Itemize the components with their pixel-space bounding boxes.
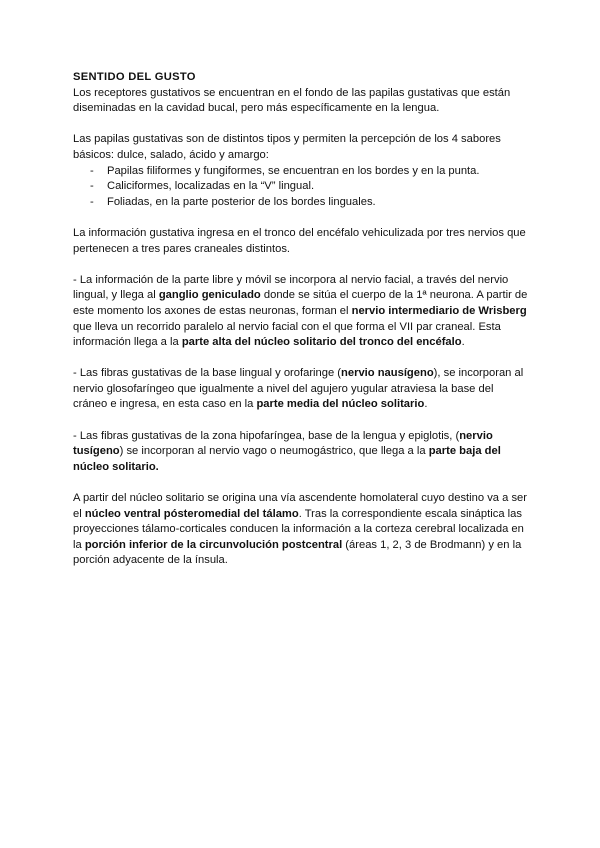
list-item: - Foliadas, en la parte posterior de los bordes linguales. (73, 195, 530, 211)
bold-term: parte baja del núcleo solitario. (73, 445, 501, 473)
papilas-list (73, 164, 530, 211)
paragraph-via-ascendente: A partir del núcleo solitario se origina una vía ascendente homolateral cuyo destino va a ser el núcleo ventral pósteromedial del tálamo. Tras la correspondiente escala sináptica las proyecciones tálamo-corticales conducen la información a la corteza cerebral localizada en la porción inferior de la circunvolución postcentral (áreas 1, 2, 3 de Brodmann) y en la porción adyacente de la ínsula. (73, 492, 527, 567)
paragraph-glosofaringeo: - Las fibras gustativas de la base lingual y orofaringe (nervio nausígeno), se incorporan al nervio glosofaríngeo que igualmente a nivel del agujero yugular atraviesa la base del cráneo e ingresa, en esta caso en la parte media del núcleo solitario. (73, 367, 524, 411)
list-marker: - (90, 180, 94, 193)
bold-term: nervio tusígeno (73, 429, 493, 458)
list-item: - Papilas filiformes y fungiformes, se encuentran en los bordes y en la punta. (73, 164, 530, 180)
list-marker: - (90, 195, 94, 208)
paragraph-receptores: Los receptores gustativos se encuentran en el fondo de las papilas gustativas que están diseminadas en la cavidad bucal, pero más específicamente en la lengua. (73, 86, 511, 115)
list-marker: - (90, 164, 94, 177)
bold-term: núcleo ventral pósteromedial del tálamo (84, 507, 299, 520)
bold-term: nervio nausígeno (341, 367, 434, 380)
spacer (73, 475, 530, 491)
spacer (73, 117, 530, 133)
spacer (73, 210, 530, 226)
paragraph-informacion: La información gustativa ingresa en el tronco del encéfalo vehiculizada por tres nervios que pertenecen a tres pares craneales distintos. (73, 226, 526, 255)
spacer (73, 413, 530, 429)
spacer (73, 351, 530, 367)
bold-term: nervio intermediario de Wrisberg (351, 304, 527, 317)
paragraph-vago: - Las fibras gustativas de la zona hipofaríngea, base de la lengua y epiglotis, (nervio tusígeno) se incorporan al nervio vago o neumogástrico, que llega a la parte baja del núcleo solitario. (73, 429, 501, 473)
list-item: - Caliciformes, localizadas en la “V” lingual. (73, 179, 530, 195)
document-title: SENTIDO DEL GUSTO (73, 71, 196, 83)
paragraph-nervio-facial: - La información de la parte libre y móvil se incorpora al nervio facial, a través del nervio lingual, y llega al ganglio geniculado donde se sitúa el cuerpo de la 1ª neurona. A partir de este momento los axones de estas neuronas, forman el nervio intermediario de Wrisberg que lleva un recorrido paralelo al nervio facial con el que forma el VII par craneal. Esta información llega a la parte alta del núcleo solitario del tronco del encéfalo. (73, 273, 528, 349)
paragraph-papilas: Las papilas gustativas son de distintos tipos y permiten la percepción de los 4 sabores básicos: dulce, salado, ácido y amargo: (73, 133, 501, 161)
bold-term: parte alta del núcleo solitario del tronco del encéfalo (181, 336, 462, 349)
bold-term: ganglio geniculado (158, 289, 261, 302)
bold-term: porción inferior de la circunvolución postcentral (84, 538, 343, 551)
spacer (73, 257, 530, 273)
bold-term: parte media del núcleo solitario (256, 398, 425, 411)
